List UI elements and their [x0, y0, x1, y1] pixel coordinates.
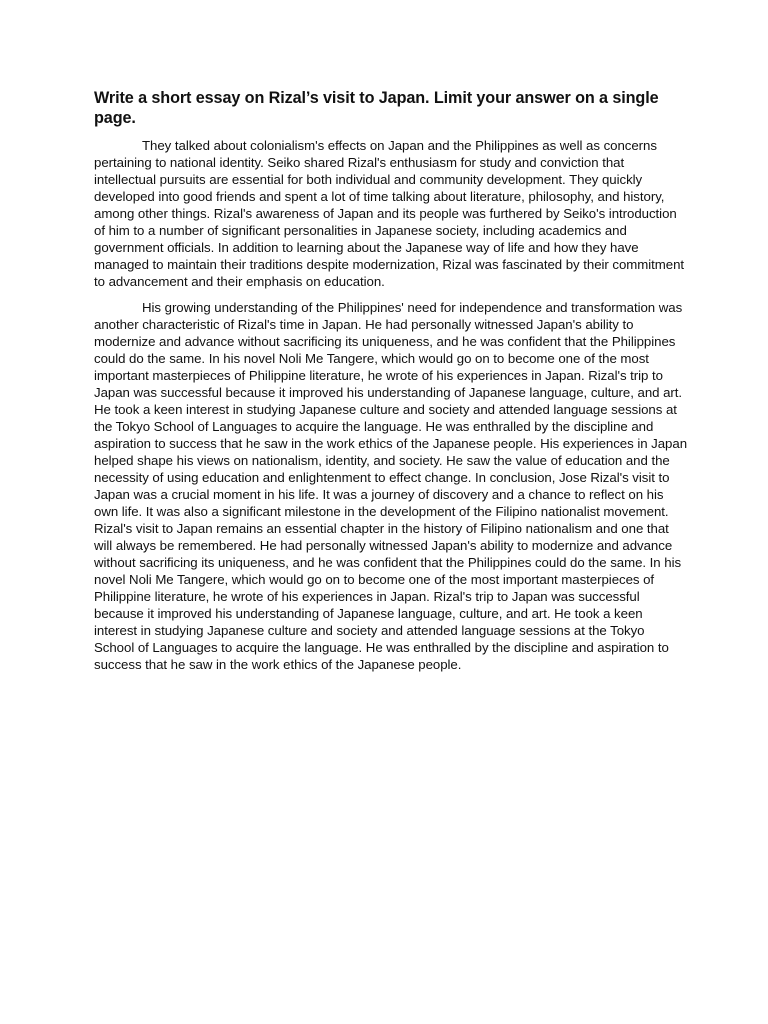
essay-paragraph-1: They talked about colonialism's effects on Japan and the Philippines as well as concerns pertaining to national identity. Seiko shared Rizal's enthusiasm for study and conviction that intellectual pursuits are essential for both individual and community development. They quickly developed into good friends and spent a lot of time talking about literature, philosophy, and history, among other things. Rizal's awareness of Japan and its people was furthered by Seiko's introduction of him to a number of significant personalities in Japanese society, including academics and government officials. In addition to learning about the Japanese way of life and how they have managed to maintain their traditions despite modernization, Rizal was fascinated by their commitment to advancement and their emphasis on education. [94, 138, 685, 289]
essay-prompt-title: Write a short essay on Rizal’s visit to Japan. Limit your answer on a single page. [94, 89, 659, 127]
essay-paragraph-2: His growing understanding of the Philippines' need for independence and transformation was another characteristic of Rizal's time in Japan. He had personally witnessed Japan's ability to modernize and advance without sacrificing its uniqueness, and he was confident that the Philippines could do the same. In his novel Noli Me Tangere, which would go on to become one of the most important masterpieces of Philippine literature, he wrote of his experiences in Japan. Rizal's trip to Japan was successful because it improved his understanding of Japanese language, culture, and art. He took a keen interest in studying Japanese culture and society and attended language sessions at the Tokyo School of Languages to acquire the language. He was enthralled by the discipline and aspiration to success that he saw in the work ethics of the Japanese people. His experiences in Japan helped shape his views on nationalism, identity, and society. He saw the value of education and the necessity of using education and enlightenment to effect change. In conclusion, Jose Rizal's visit to Japan was a crucial moment in his life. It was a journey of discovery and a chance to reflect on his own life. It was also a significant milestone in the development of the Filipino nationalist movement. Rizal's visit to Japan remains an essential chapter in the history of Filipino nationalism and one that will always be remembered. He had personally witnessed Japan's ability to modernize and advance without sacrificing its uniqueness, and he was confident that the Philippines could do the same. In his novel Noli Me Tangere, which would go on to become one of the most important masterpieces of Philippine literature, he wrote of his experiences in Japan. Rizal's trip to Japan was successful because it improved his understanding of Japanese language, culture, and art. He took a keen interest in studying Japanese culture and society and attended language sessions at the Tokyo School of Languages to acquire the language. He was enthralled by the discipline and aspiration to success that he saw in the work ethics of the Japanese people. [94, 300, 688, 672]
document-body [94, 88, 688, 682]
